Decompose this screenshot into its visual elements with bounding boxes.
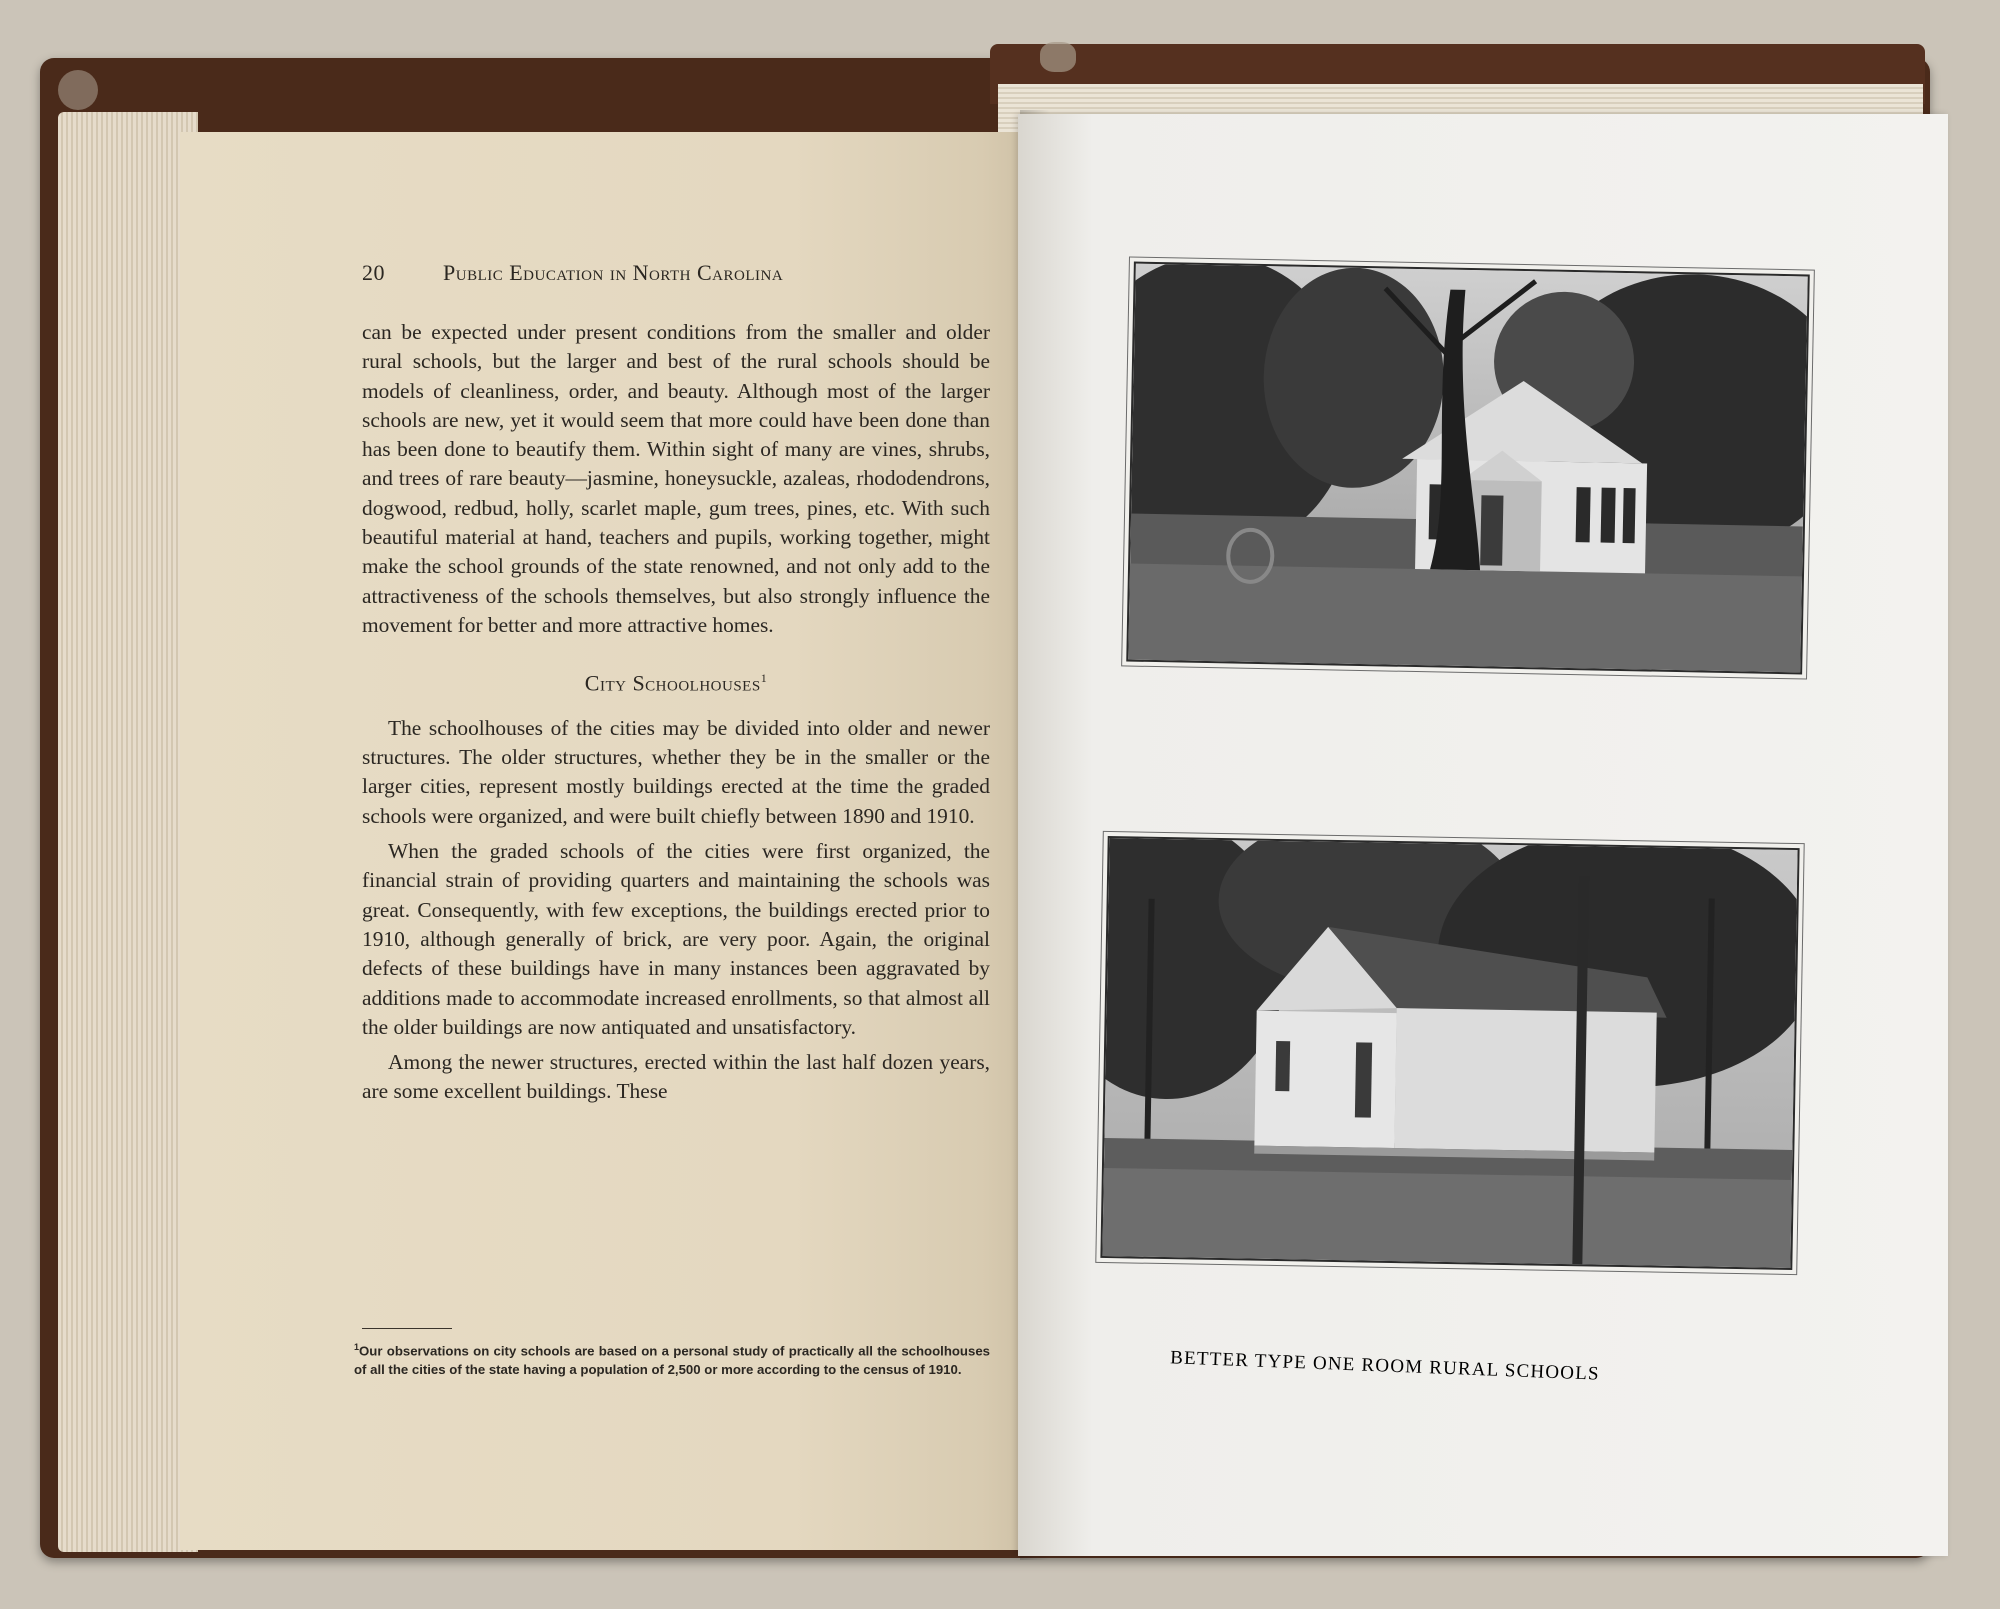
footnote-text: Our observations on city schools are based on a personal study of practically all the schoolhouses of all the cities of the state having a population of 2,500 or more according to the census of 1910. xyxy=(354,1343,990,1378)
paragraph: Among the newer structures, erected within the last half dozen years, are some excellent buildings. These xyxy=(362,1050,990,1104)
photo-image xyxy=(1102,838,1797,1268)
section-heading: City Schoolhouses$^1$ xyxy=(584,670,768,696)
paragraph: When the graded schools of the cities were first organized, the financial strain of providing quarters and maintaining the schools was great. Consequently, with few exceptions, the buildings erected prior to 1910, although generally of brick, are very poor. Again, the original defects of these buildings have in many instances been aggravated by additions made to accommodate increased enrollments, so that almost all the older buildings are now antiquated and unsatisfactory. xyxy=(362,839,990,1039)
footnote-marker: 1 xyxy=(354,1342,360,1352)
schoolhouse-photo-bottom xyxy=(1100,836,1799,1270)
running-title: Public Education in North Carolina xyxy=(443,260,784,285)
footnote-reference: 1 xyxy=(760,671,768,686)
worn-spine-top xyxy=(1040,42,1076,72)
paragraph: The schoolhouses of the cities may be divided into older and newer structures. The older structures, whether they be in the smaller or the larger cities, represent mostly buildings erected at the time the graded schools were organized, and were built chiefly between 1890 and 1910. xyxy=(362,715,990,828)
footnote-rule xyxy=(362,1328,452,1329)
worn-corner xyxy=(58,70,98,110)
paragraph: can be expected under present conditions from the smaller and older rural schools, but the larger and best of the rural schools should be models of cleanliness, order, and beauty. Although most of the larger schools are new, yet it would seem that more could have been done than has been done to beautify them. Within sight of many are vines, shrubs, and trees of rare beauty—jasmine, honeysuckle, azaleas, rhododendrons, dogwood, redbud, holly, scarlet maple, gum trees, pines, etc. With such beautiful material at hand, teachers and pupils, working together, might make the school grounds of the state renowned, and not only add to the attractiveness of the schools themselves, but also strongly influence the movement for better and more attractive homes. xyxy=(362,320,990,637)
footnote xyxy=(354,1338,990,1379)
left-page xyxy=(180,132,1052,1550)
running-head xyxy=(362,260,902,286)
page-edges-left xyxy=(58,112,198,1552)
photo-image xyxy=(1128,264,1807,673)
photo-caption: BETTER TYPE ONE ROOM RURAL SCHOOLS xyxy=(1169,1347,1601,1385)
schoolhouse-photo-top xyxy=(1126,262,1810,675)
page-number: 20 xyxy=(362,260,385,285)
body-text xyxy=(362,318,990,1107)
